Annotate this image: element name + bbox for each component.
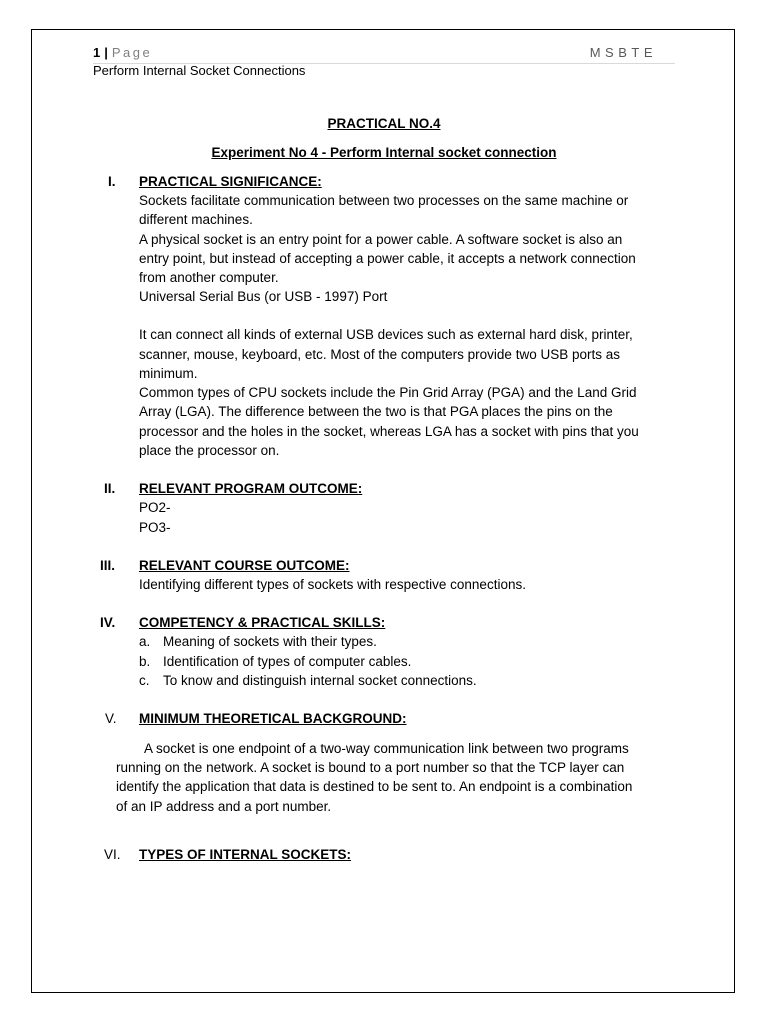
section-number: II. (104, 481, 116, 496)
header-org: MSBTE (589, 45, 657, 60)
page-border (31, 29, 735, 993)
list-item: Meaning of sockets with their types. (163, 634, 377, 649)
body-line: minimum. (139, 366, 198, 381)
section-heading: COMPETENCY & PRACTICAL SKILLS: (139, 615, 386, 630)
section-number: III. (100, 558, 116, 573)
section-number: V. (105, 711, 117, 726)
body-line: PO2- (139, 500, 171, 515)
body-line: identify the application that data is destined to be sent to. An endpoint is a combination (116, 779, 633, 794)
body-line: Common types of CPU sockets include the Pin Grid Array (PGA) and the Land Grid (139, 385, 637, 400)
page-number: 1 (93, 45, 101, 60)
body-line: different machines. (139, 212, 253, 227)
body-line: It can connect all kinds of external USB devices such as external hard disk, printer, (139, 327, 633, 342)
body-line: place the processor on. (139, 443, 280, 458)
section-heading: PRACTICAL SIGNIFICANCE: (139, 174, 322, 189)
section-heading: RELEVANT COURSE OUTCOME: (139, 558, 350, 573)
section-number: VI. (104, 847, 121, 862)
list-item-letter: a. (139, 634, 151, 649)
body-line: entry point, but instead of accepting a power cable, it accepts a network connection (139, 251, 636, 266)
list-item: Identification of types of computer cables. (163, 654, 412, 669)
page-header (93, 45, 675, 64)
body-line: Identifying different types of sockets with respective connections. (139, 577, 526, 592)
body-line: running on the network. A socket is bound to a port number so that the TCP layer can (116, 760, 625, 775)
body-line: Sockets facilitate communication between two processes on the same machine or (139, 193, 629, 208)
section-heading: TYPES OF INTERNAL SOCKETS: (139, 847, 352, 862)
list-item: To know and distinguish internal socket connections. (163, 673, 477, 688)
section-heading: RELEVANT PROGRAM OUTCOME: (139, 481, 363, 496)
body-line: PO3- (139, 520, 171, 535)
page-word: Page (111, 45, 153, 60)
body-line: of an IP address and a port number. (116, 799, 332, 814)
header-separator: | (104, 45, 108, 60)
body-line: Array (LGA). The difference between the two is that PGA places the pins on the (139, 404, 613, 419)
practical-title: PRACTICAL NO.4 (327, 116, 441, 131)
section-number: IV. (100, 615, 116, 630)
body-line: A socket is one endpoint of a two-way communication link between two programs (144, 741, 629, 756)
section-number: I. (108, 174, 116, 189)
header-subtitle: Perform Internal Socket Connections (93, 63, 306, 78)
body-line: Universal Serial Bus (or USB - 1997) Port (139, 289, 388, 304)
list-item-letter: c. (139, 673, 150, 688)
body-line: processor and the holes in the socket, whereas LGA has a socket with pins that you (139, 424, 639, 439)
list-item-letter: b. (139, 654, 151, 669)
page-number-label (93, 45, 152, 60)
section-heading: MINIMUM THEORETICAL BACKGROUND: (139, 711, 407, 726)
body-line: A physical socket is an entry point for a power cable. A software socket is also an (139, 232, 623, 247)
body-line: from another computer. (139, 270, 279, 285)
experiment-title: Experiment No 4 - Perform Internal socket connection (211, 145, 557, 160)
body-line: scanner, mouse, keyboard, etc. Most of the computers provide two USB ports as (139, 347, 620, 362)
